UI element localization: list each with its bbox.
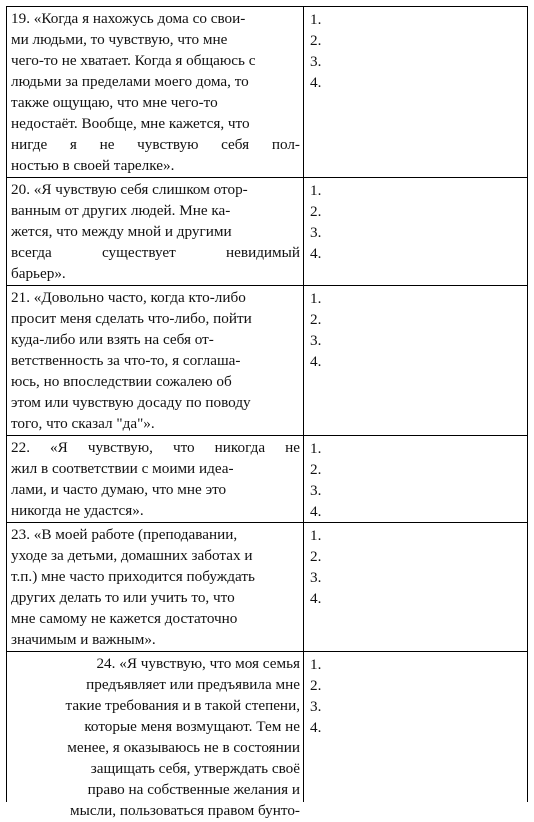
question-text [7, 7, 300, 177]
answer-options [300, 286, 526, 435]
answer-option-3[interactable]: 3. [310, 698, 322, 715]
question-line: того, что сказал "да"». [11, 415, 155, 432]
question-text [7, 178, 300, 285]
answer-option-1[interactable]: 1. [310, 290, 322, 307]
question-text [7, 523, 300, 651]
question-line: чего-то не хватает. Когда я общаюсь с [11, 52, 256, 69]
answer-option-2[interactable]: 2. [310, 677, 322, 694]
question-line: менее, я оказываюсь не в состоянии [67, 739, 300, 756]
answer-option-1[interactable]: 1. [310, 527, 322, 544]
question-line: просит меня сделать что-либо, пойти [11, 310, 252, 327]
question-line: 23. «В моей работе (преподавании, [11, 526, 238, 543]
answer-option-1[interactable]: 1. [310, 11, 322, 28]
question-line: защищать себя, утверждать своё [90, 760, 300, 777]
answer-option-4[interactable]: 4. [310, 74, 322, 91]
answer-option-1[interactable]: 1. [310, 656, 322, 673]
answer-option-4[interactable]: 4. [310, 719, 322, 736]
answer-options [300, 178, 526, 285]
question-row-19 [7, 7, 527, 178]
question-line: 19. «Когда я нахожусь дома со свои- [11, 10, 246, 27]
answer-option-2[interactable]: 2. [310, 32, 322, 49]
answer-option-2[interactable]: 2. [310, 203, 322, 220]
question-line: также ощущаю, что мне чего-то [11, 94, 218, 111]
question-line: ми людьми, то чувствую, что мне [11, 31, 228, 48]
answer-option-4[interactable]: 4. [310, 353, 322, 370]
question-line: ванным от других людей. Мне ка- [11, 202, 231, 219]
questionnaire-table [6, 6, 528, 819]
question-line: лами, и часто думаю, что мне это [11, 481, 227, 498]
question-line: мысли, пользоваться правом бунто- [70, 802, 300, 819]
answer-option-3[interactable]: 3. [310, 569, 322, 586]
question-line: т.п.) мне часто приходится побуждать [11, 568, 255, 585]
question-line: значимым и важным». [11, 631, 156, 648]
question-line: всегда существует невидимый [11, 244, 300, 261]
answer-option-1[interactable]: 1. [310, 182, 322, 199]
question-line: 20. «Я чувствую себя слишком отор- [11, 181, 248, 198]
question-row-21 [7, 286, 527, 436]
question-line: которые меня возмущают. Тем не [84, 718, 300, 735]
question-line: право на собственные желания и [87, 781, 300, 798]
answer-options [300, 652, 526, 822]
question-line: других делать то или учить то, что [11, 589, 235, 606]
question-line: жется, что между мной и другими [11, 223, 232, 240]
answer-option-1[interactable]: 1. [310, 440, 322, 457]
answer-option-3[interactable]: 3. [310, 482, 322, 499]
answer-option-2[interactable]: 2. [310, 461, 322, 478]
question-row-23 [7, 523, 527, 652]
question-row-24 [7, 652, 527, 822]
question-line: ностью в своей тарелке». [11, 157, 175, 174]
answer-option-4[interactable]: 4. [310, 590, 322, 607]
question-line: барьер». [11, 265, 66, 282]
question-line: мне самому не кажется достаточно [11, 610, 238, 627]
question-line: уходе за детьми, домашних заботах и [11, 547, 253, 564]
question-line: 21. «Довольно часто, когда кто-либо [11, 289, 246, 306]
question-row-20 [7, 178, 527, 286]
answer-option-4[interactable]: 4. [310, 245, 322, 262]
question-text [7, 436, 300, 522]
answer-option-3[interactable]: 3. [310, 53, 322, 70]
question-line: юсь, но впоследствии сожалею об [11, 373, 232, 390]
answer-options [300, 436, 526, 522]
column-divider [303, 7, 304, 802]
answer-option-2[interactable]: 2. [310, 311, 322, 328]
question-line: этом или чувствую досаду по поводу [11, 394, 251, 411]
answer-option-4[interactable]: 4. [310, 503, 322, 520]
question-line: недостаёт. Вообще, мне кажется, что [11, 115, 250, 132]
question-text [7, 652, 300, 822]
question-line: никогда не удастся». [11, 502, 144, 519]
answer-options [300, 523, 526, 651]
question-line: 24. «Я чувствую, что моя семья [96, 655, 300, 672]
answer-option-3[interactable]: 3. [310, 224, 322, 241]
answer-option-2[interactable]: 2. [310, 548, 322, 565]
question-line: предъявляет или предъявила мне [86, 676, 300, 693]
question-line: нигде я не чувствую себя пол- [11, 136, 300, 153]
answer-option-3[interactable]: 3. [310, 332, 322, 349]
question-line: 22. «Я чувствую, что никогда не [11, 439, 300, 456]
question-line: куда-либо или взять на себя от- [11, 331, 214, 348]
question-line: ветственность за что-то, я соглаша- [11, 352, 241, 369]
question-row-22 [7, 436, 527, 523]
question-line: жил в соответствии с моими идеа- [11, 460, 234, 477]
question-text [7, 286, 300, 435]
answer-options [300, 7, 526, 177]
question-line: людьми за пределами моего дома, то [11, 73, 249, 90]
question-line: такие требования и в такой степени, [65, 697, 300, 714]
